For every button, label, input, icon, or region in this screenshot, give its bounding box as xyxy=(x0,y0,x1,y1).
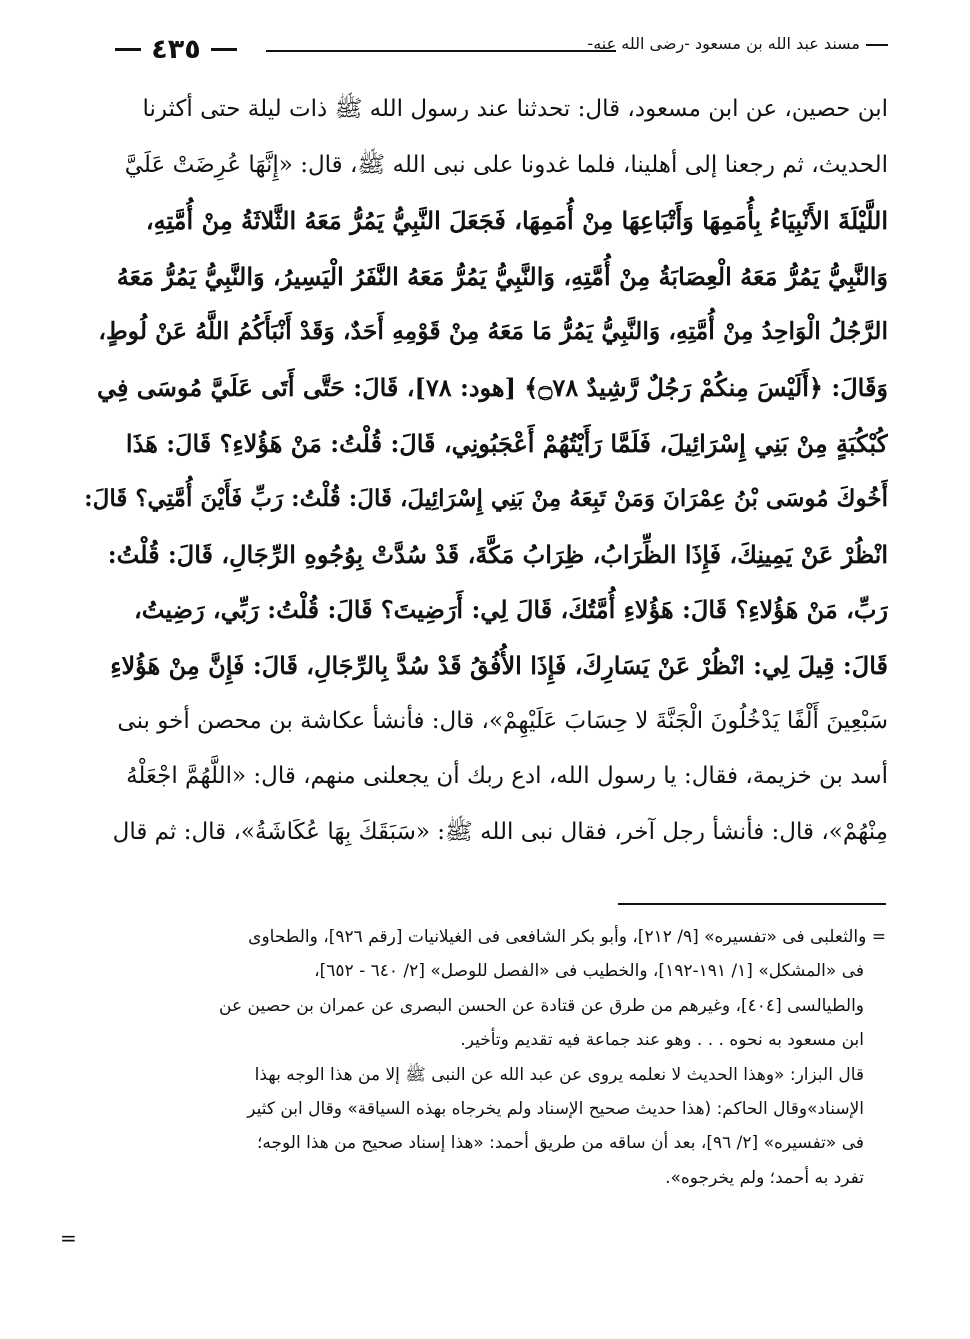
footnote-line: = والثعلبى فى «تفسيره» [٩/ ٢١٢]، وأبو بكر الشافعى فى الغيلانيات [رقم ٩٢٦]، والطحاوى xyxy=(248,927,886,947)
text-line: ابن حصين، عن ابن مسعود، قال: تحدثنا عند رسول الله ﷺ ذات ليلة حتى أكثرنا xyxy=(142,96,888,122)
text-line: كُبْكُبَةٍ مِنْ بَنِي إِسْرَائِيلَ، فَلَمَّا رَأَيْتُهُمْ أَعْجَبُونِي، قَالَ: قُلْتُ: مَنْ هَؤُلاءِ؟ قَالَ: هَذَا xyxy=(125,428,888,458)
text-line: انْظُرْ عَنْ يَمِينِكَ، فَإِذَا الظِّرَابُ، ظِرَابُ مَكَّةَ، قَدْ سُدَّتْ بِوُجُوهِ الرِّجَالِ، قَالَ: قُلْتُ: xyxy=(107,539,888,569)
text-line: الرَّجُلُ الْوَاحِدُ مِنْ أُمَّتِهِ، وَالنَّبِيُّ يَمُرُّ مَا مَعَهُ مِنْ قَوْمِهِ أَحَدٌ، وَقَدْ أَنْبَأَكُمُ اللَّهُ عَنْ لُوطٍ، xyxy=(98,317,888,346)
text-line: أَخُوكَ مُوسَى بْنُ عِمْرَانَ وَمَنْ تَبِعَهُ مِنْ بَنِي إِسْرَائِيلَ، قَالَ: قُلْتُ: رَبِّ فَأَيْنَ أُمَّتِي؟ قَالَ: xyxy=(84,485,888,513)
footnote-line: ابن مسعود به نحوه . . . وهو عند جماعة فيه تقديم وتأخير. xyxy=(460,1030,864,1051)
text-line: وَقَالَ: ﴿أَلَيْسَ مِنكُمْ رَجُلٌ رَّشِيدٌ ۝٧٨﴾ [هود: ٧٨]، قَالَ: حَتَّى أَتَى عَلَيَّ مُوسَى فِي xyxy=(96,372,888,402)
left-dash xyxy=(115,48,141,51)
footnotes xyxy=(84,920,886,1195)
text-line: وَالنَّبِيُّ يَمُرُّ مَعَهُ الْعِصَابَةُ مِنْ أُمَّتِهِ، وَالنَّبِيُّ يَمُرُّ مَعَهُ النَّفَرُ الْيَسِيرُ، وَالنَّبِيُّ يَمُرُّ مَعَهُ xyxy=(116,261,888,291)
footnote-line: الإسناد»وقال الحاكم: (هذا حديث صحيح الإسناد ولم يخرجاه بهذه السياقة» وقال ابن كثير xyxy=(247,1098,864,1119)
running-head xyxy=(587,34,888,53)
page-number: ٤٣٥ xyxy=(151,33,201,65)
footnote-line: فى «تفسيره» [٢/ ٩٦]، بعد أن ساقه من طريق أحمد: «هذا إسناد صحيح من هذا الوجه؛ xyxy=(256,1133,864,1154)
text-line: الحديث، ثم رجعنا إلى أهلينا، فلما غدونا على نبى الله ﷺ، قال: «إِنَّهَا عُرِضَتْ عَلَيَّ xyxy=(124,151,888,178)
footnote-line: قال البزار: «وهذا الحديث لا نعلمه يروى عن عبد الله عن النبى ﷺ إلا من هذا الوجه بهذا xyxy=(254,1064,864,1085)
footnote-separator xyxy=(618,903,886,905)
text-line: اللَّيْلَةَ الأَنْبِيَاءُ بِأُمَمِهَا وَأَتْبَاعِهَا مِنْ أُمَمِهَا، فَجَعَلَ النَّبِيُّ يَمُرُّ مَعَهُ الثَّلاثَةُ مِنْ أُمَّتِهِ، xyxy=(145,206,888,236)
running-head-text: مسند عبد الله بن مسعود -رضى الله عنه- xyxy=(587,34,860,53)
text-line: قَالَ: قِيلَ لِي: انْظُرْ عَنْ يَسَارِكَ، فَإِذَا الأُفُقُ قَدْ سُدَّ بِالرِّجَالِ، قَالَ: فَإِنَّ مِنْ هَؤُلاءِ xyxy=(110,650,888,680)
page-number-block xyxy=(88,32,264,66)
continuation-mark: = xyxy=(60,1226,77,1250)
footnote-line: تفرد به أحمد؛ ولم يخرجوه». xyxy=(665,1167,864,1188)
text-line: أسد بن خزيمة، فقال: يا رسول الله، ادع ربك أن يجعلنى منهم، قال: «اللَّهُمَّ اجْعَلْهُ xyxy=(126,763,888,790)
header-rule xyxy=(266,50,616,52)
text-line: رَبِّ، مَنْ هَؤُلاءِ؟ قَالَ: هَؤُلاءِ أُمَّتُكَ، قَالَ لِي: أَرَضِيتَ؟ قَالَ: قُلْتُ: رَبِّي، رَضِيتُ، xyxy=(134,595,888,625)
footnote-line: فى «المشكل» [١/ ١٩١-١٩٢]، والخطيب فى «الفصل للوصل» [٢/ ٦٤٠ - ٦٥٢]، xyxy=(314,961,864,982)
main-text xyxy=(84,82,888,860)
text-line: سَبْعِينَ أَلْفًا يَدْخُلُونَ الْجَنَّةَ لا حِسَابَ عَلَيْهِمْ»، قال: فأنشأ عكاشة بن محصن أخو بنى xyxy=(117,707,888,734)
right-dash xyxy=(211,48,237,51)
footnote-line: والطيالسى [٤٠٤]، وغيرهم من طرق عن قتادة عن الحسن البصرى عن عمران بن حصين عن xyxy=(219,995,864,1016)
page-header xyxy=(88,28,888,68)
text-line: مِنْهُمْ»، قال: فأنشأ رجل آخر، فقال نبى الله ﷺ: «سَبَقَكَ بِهَا عُكَاشَةُ»، قال: ثم قال xyxy=(112,818,888,845)
running-head-dash xyxy=(866,44,888,46)
